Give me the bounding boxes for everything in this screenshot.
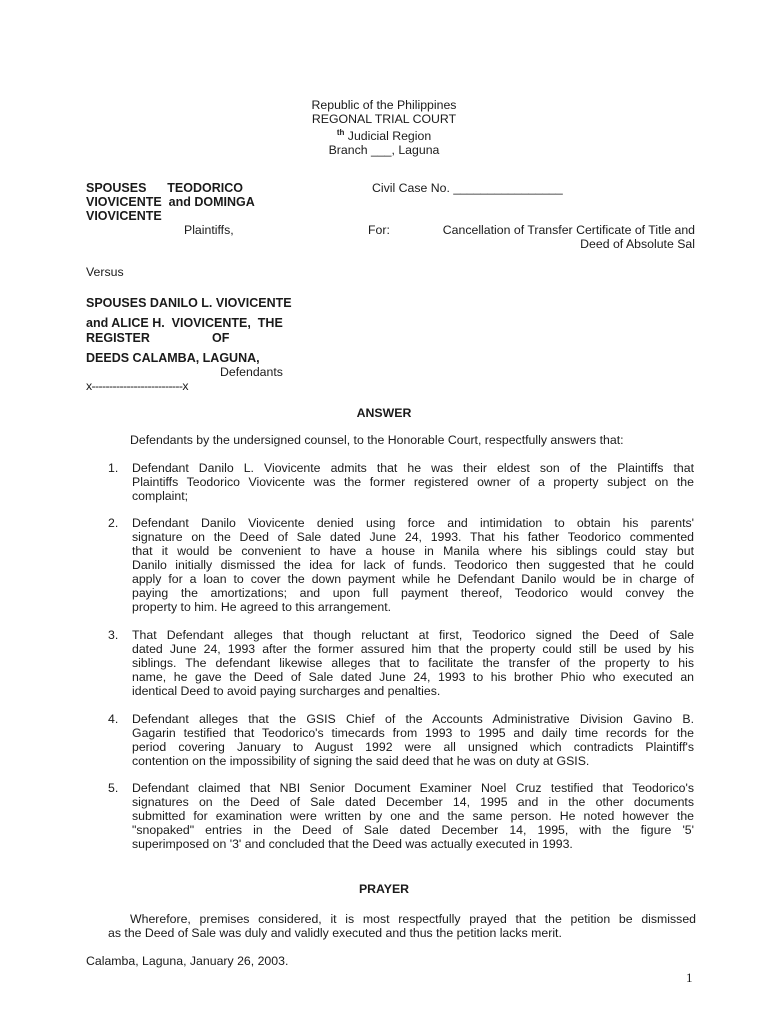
prayer-line-2: as the Deed of Sale was duly and validly executed and thus the petition lacks merit.: [108, 926, 562, 940]
item-line: Defendant Danilo L. Viovicente admits that he was their eldest son of the Plaintiffs that: [132, 461, 694, 475]
answer-intro: Defendants by the undersigned counsel, to the Honorable Court, respectfully answers that:: [130, 433, 624, 447]
item-line: That Defendant alleges that though reluctant at first, Teodorico signed the Deed of Sale: [132, 628, 694, 642]
prayer-line-1: Wherefore, premises considered, it is most respectfully prayed that the petition be dismissed: [130, 912, 696, 926]
defendants-label: Defendants: [220, 365, 283, 379]
nature-line-1: Cancellation of Transfer Certificate of Title and: [442, 223, 695, 237]
item-line: superimposed on '3' and concluded that the Deed was actually executed in 1993.: [132, 837, 573, 851]
court-header: [0, 98, 768, 157]
plaintiffs-line-3: VIOVICENTE: [86, 209, 162, 223]
defendants-line-4: DEEDS CALAMBA, LAGUNA,: [86, 351, 260, 365]
defendants-line-3a: REGISTER: [86, 331, 150, 345]
item-line: name, he gave the Deed of Sale dated June 24, 1993 to his brother Phio who executed an: [132, 670, 694, 684]
item-text: [132, 461, 694, 503]
republic-line: Republic of the Philippines: [311, 98, 457, 112]
plaintiffs-line-2: VIOVICENTE and DOMINGA: [86, 195, 255, 209]
item-line: contention on the impossibility of signing the said deed that he was on duty at GSIS.: [132, 754, 590, 768]
item-number: 1.: [108, 461, 119, 475]
item-line: submitted for examination were written by one and the same person. He noted however the: [132, 809, 694, 823]
item-text: [132, 628, 694, 698]
page-number: 1: [686, 970, 693, 985]
prayer-text: [108, 912, 696, 940]
defendants-line-3b: OF: [212, 331, 230, 345]
item-line: "snopaked" entries in the Deed of Sale dated December 14, 1995, with the figure '5': [132, 823, 694, 837]
caption-separator: x--------------------------x: [86, 379, 188, 393]
ordinal-superscript: th: [336, 128, 345, 137]
item-line: paying the amortizations; and upon full payment thereof, Teodorico would convey the: [132, 586, 694, 600]
prayer-heading: PRAYER: [358, 882, 410, 896]
item-number: 4.: [108, 712, 119, 726]
court-name-line: REGONAL TRIAL COURT: [311, 112, 457, 126]
judicial-region-text: Judicial Region: [344, 129, 432, 144]
item-line: Defendant claimed that NBI Senior Document Examiner Noel Cruz testified that Teodorico's: [132, 781, 694, 795]
item-line: apply for a loan to cover the down payment while he Defendant Danilo would be in charge of: [132, 572, 694, 586]
defendants-line-1: SPOUSES DANILO L. VIOVICENTE: [86, 296, 292, 310]
plaintiffs-label: Plaintiffs,: [184, 223, 234, 237]
defendants-line-2: and ALICE H. VIOVICENTE, THE: [86, 316, 283, 330]
item-line: property to him. He agreed to this arrangement.: [132, 600, 392, 614]
item-line: that it would be convenient to have a house in Manila where his siblings could stay but: [132, 544, 694, 558]
branch-line: Branch ___, Laguna: [328, 143, 440, 158]
item-line: dated June 24, 1993 after the former assured him that the property could still be used by his: [132, 642, 694, 656]
item-line: identical Deed to avoid paying surcharges and penalties.: [132, 684, 441, 698]
item-line: Plaintiffs Teodorico Viovicente was the former registered owner of a property subject on the: [132, 475, 694, 489]
plaintiffs-names: [86, 181, 286, 223]
place-and-date: Calamba, Laguna, January 26, 2003.: [86, 954, 289, 968]
item-line: complaint;: [132, 489, 189, 503]
item-number: 5.: [108, 781, 119, 795]
civil-case-number: Civil Case No. ________________: [372, 181, 563, 195]
item-line: period covering January to August 1992 were all unsigned which contradicts Plaintiff's: [132, 740, 694, 754]
item-text: [132, 516, 694, 614]
item-text: [132, 781, 694, 851]
item-line: Gagarin testified that Teodorico's timecards from 1993 to 1995 and daily time records for the: [132, 726, 694, 740]
versus-label: Versus: [86, 265, 124, 279]
item-text: [132, 712, 694, 768]
judicial-region-line: [0, 126, 768, 143]
item-line: signature on the Deed of Sale dated June 24, 1993. That his father Teodorico commented: [132, 530, 694, 544]
item-line: signatures on the Deed of Sale dated December 14, 1995 and in the other documents: [132, 795, 694, 809]
for-label: For:: [368, 223, 390, 237]
item-number: 3.: [108, 628, 119, 642]
item-number: 2.: [108, 516, 119, 530]
nature-of-case: [410, 223, 695, 251]
item-line: Danilo initially dismissed the idea for lack of funds. Teodorico then suggested that he could: [132, 558, 694, 572]
plaintiffs-line-1: SPOUSES TEODORICO: [86, 181, 243, 195]
nature-line-2: Deed of Absolute Sal: [580, 237, 695, 251]
item-line: siblings. The defendant likewise alleges that to facilitate the transfer of the property to his: [132, 656, 694, 670]
item-line: Defendant alleges that the GSIS Chief of the Accounts Administrative Division Gavino B.: [132, 712, 694, 726]
item-line: Defendant Danilo Viovicente denied using force and intimidation to obtain his parents': [132, 516, 694, 530]
answer-heading: ANSWER: [356, 406, 412, 420]
